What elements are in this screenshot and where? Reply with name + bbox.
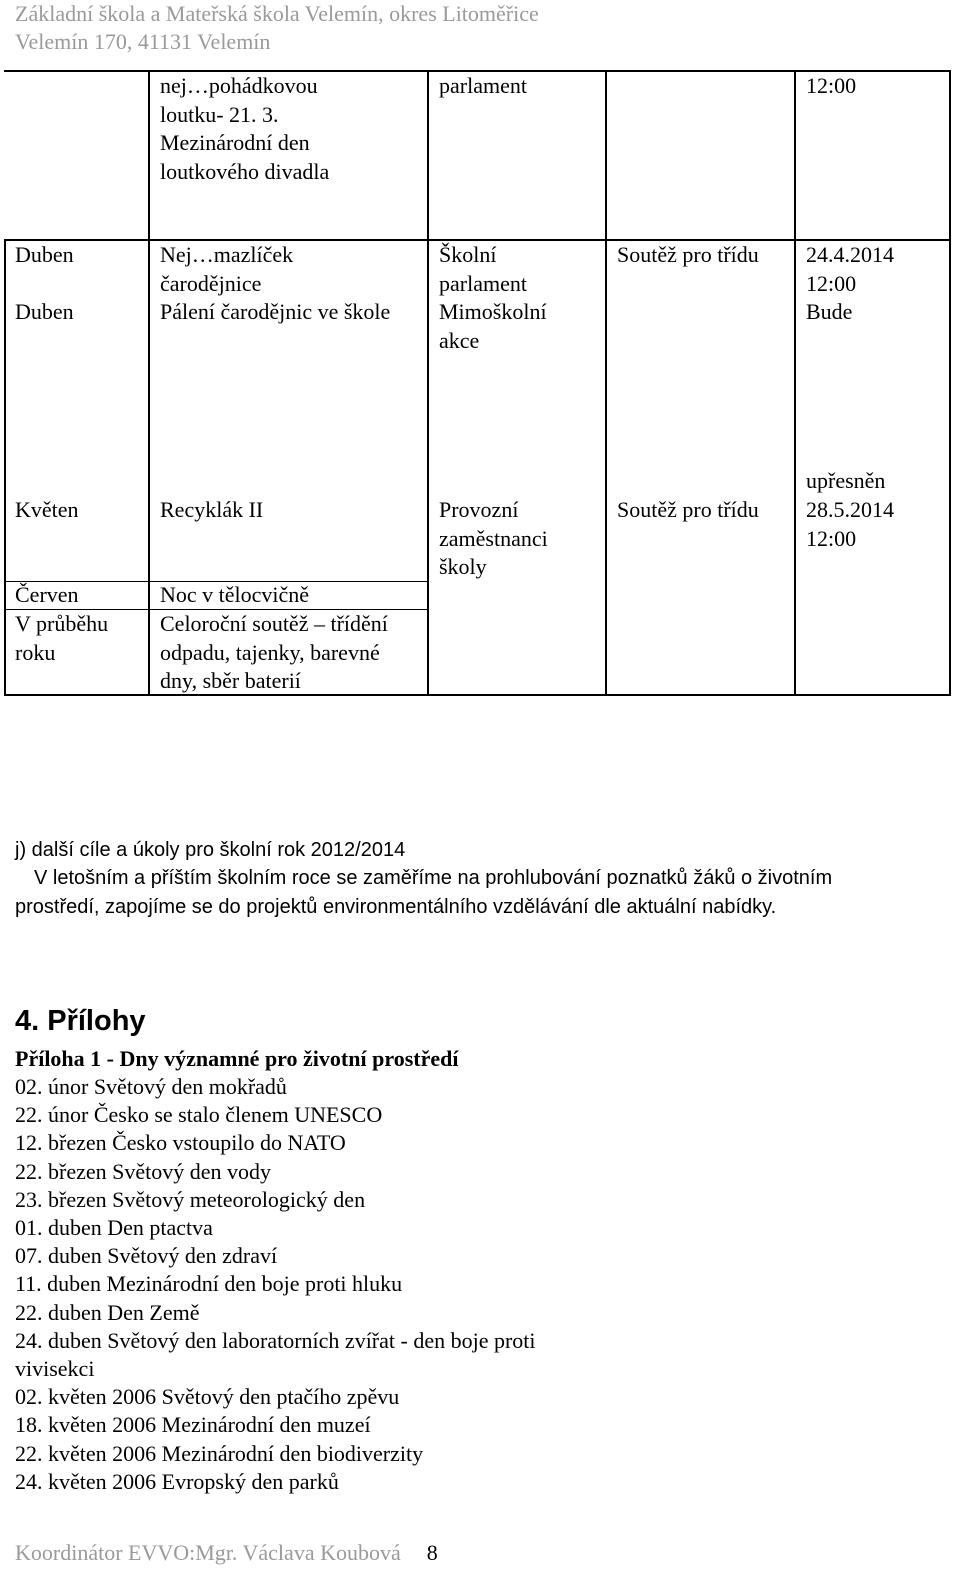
table-col-divider <box>427 70 429 696</box>
cell-line: loutkového divadla <box>160 158 330 184</box>
cell-line: Celoroční soutěž – třídění <box>160 611 388 636</box>
coordinator-name: Koordinátor EVVO:Mgr. Václava Koubová <box>15 1540 401 1565</box>
goals-text-line: prostředí, zapojíme se do projektů environmentálního vzdělávání dle aktuální nabídky. <box>15 896 777 918</box>
cell-line: odpadu, tajenky, barevné <box>160 639 380 665</box>
cell-line: 24.4.2014 <box>806 242 894 267</box>
event-cell <box>160 72 329 186</box>
list-item: 02. květen 2006 Světový den ptačího zpěvu <box>15 1384 400 1410</box>
appendix-subtitle: Příloha 1 - Dny významné pro životní prostředí <box>15 1046 459 1071</box>
table-border-left <box>4 239 6 696</box>
table-border-bottom <box>4 694 951 696</box>
list-item: 07. duben Světový den zdraví <box>15 1243 278 1269</box>
table-col-divider <box>794 70 796 696</box>
cell-line: dny, sběr baterií <box>160 668 301 693</box>
event-cell <box>160 610 388 696</box>
event-cell: Pálení čarodějnic ve škole <box>160 299 391 324</box>
list-item: 24. květen 2006 Evropský den parků <box>15 1468 339 1494</box>
event-cell: Recyklák II <box>160 497 264 522</box>
time-cell <box>806 496 894 553</box>
list-item: 22. květen 2006 Mezinárodní den biodiverzity <box>15 1440 424 1466</box>
school-name: Základní škola a Mateřská škola Velemín, okres Litoměřice <box>15 1 539 26</box>
list-item: 11. duben Mezinárodní den boje proti hluku <box>15 1271 403 1297</box>
table-col-divider <box>148 70 150 696</box>
cell-line: Mezinárodní den <box>160 130 310 155</box>
cell-line: loutku- 21. 3. <box>160 101 279 127</box>
organizer-cell <box>439 496 548 582</box>
cell-line: Školní <box>439 242 497 267</box>
table-border-right <box>949 70 951 696</box>
list-item: 24. duben Světový den laboratorních zvířat - den boje proti <box>15 1327 536 1353</box>
goals-text-line: V letošním a příštím školním roce se zaměříme na prohlubování poznatků žáků o životním <box>34 867 833 889</box>
organizer-cell <box>439 298 547 355</box>
cell-line: parlament <box>439 270 527 296</box>
list-item: 22. únor Česko se stalo členem UNESCO <box>15 1102 383 1128</box>
time-cell-continued: upřesněn <box>806 468 886 493</box>
cell-line: nej…pohádkovou <box>160 73 318 98</box>
organizer-cell <box>439 241 527 298</box>
section-title: 4. Přílohy <box>15 1005 146 1037</box>
list-item: 22. duben Den Země <box>15 1299 200 1325</box>
table-col-divider <box>605 70 607 696</box>
important-days-list <box>15 1073 536 1496</box>
cell-line: 12:00 <box>806 525 857 551</box>
cell-line: V průběhu <box>15 611 109 636</box>
month-cell: Květen <box>15 497 79 522</box>
cell-line: zaměstnanci <box>439 525 548 551</box>
list-item: 12. březen Česko vstoupilo do NATO <box>15 1130 346 1156</box>
cell-line: Mimoškolní <box>439 299 547 324</box>
list-item: 23. březen Světový meteorologický den <box>15 1186 366 1212</box>
time-cell <box>806 241 894 298</box>
month-cell: Duben <box>15 299 74 324</box>
cell-line: Provozní <box>439 497 519 522</box>
page-footer <box>15 1539 438 1567</box>
cell-line: 12:00 <box>806 270 857 296</box>
time-cell: 12:00 <box>806 73 857 98</box>
page-number: 8 <box>426 1540 438 1565</box>
event-cell: Noc v tělocvičně <box>160 582 310 607</box>
school-address: Velemín 170, 41131 Velemín <box>15 29 271 54</box>
cell-line: roku <box>15 639 56 665</box>
organizer-cell: parlament <box>439 73 527 98</box>
list-item: 22. březen Světový den vody <box>15 1158 271 1184</box>
list-item: 02. únor Světový den mokřadů <box>15 1074 287 1099</box>
month-cell <box>15 610 108 667</box>
cell-line: Nej…mazlíček <box>160 242 294 267</box>
list-item: 18. květen 2006 Mezinárodní den muzeí <box>15 1412 371 1438</box>
list-item: vivisekci <box>15 1356 95 1382</box>
cell-line: školy <box>439 554 487 579</box>
goals-heading: j) další cíle a úkoly pro školní rok 2012/2014 <box>15 839 406 861</box>
form-cell: Soutěž pro třídu <box>617 242 759 267</box>
cell-line: akce <box>439 327 480 353</box>
event-cell <box>160 241 293 298</box>
form-cell: Soutěž pro třídu <box>617 497 759 522</box>
cell-line: 28.5.2014 <box>806 497 894 522</box>
list-item: 01. duben Den ptactva <box>15 1215 213 1241</box>
month-cell: Duben <box>15 242 74 267</box>
cell-line: čarodějnice <box>160 270 262 296</box>
time-cell: Bude <box>806 299 853 324</box>
month-cell: Červen <box>15 582 79 607</box>
